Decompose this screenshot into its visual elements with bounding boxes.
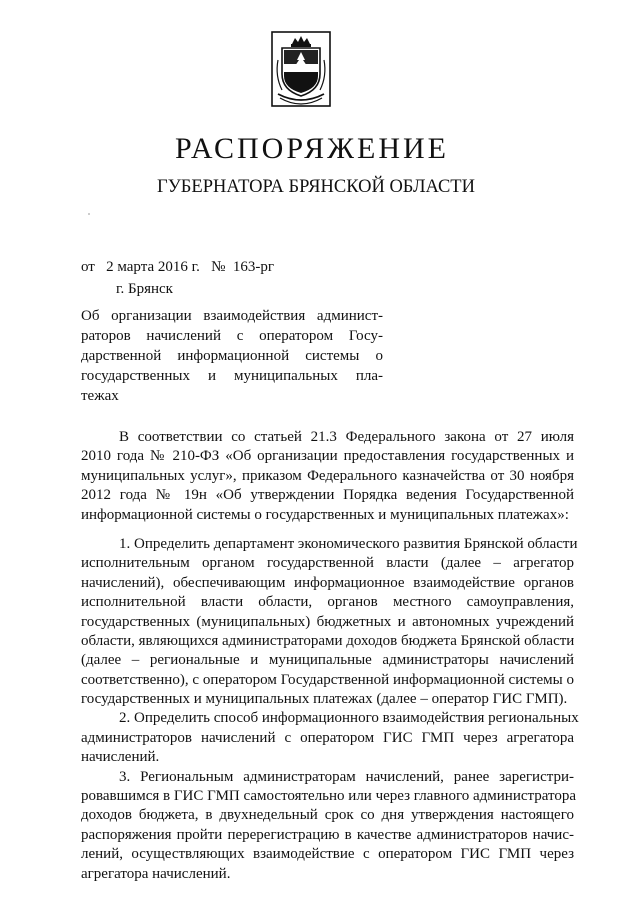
subject-line: тежах [81,388,119,404]
body-line: доходов бюджета, в двухнедельный срок со дня утверждения настоящего [81,807,574,824]
body-line: муниципальных услуг», приказом Федерального казначейства от 30 ноября [81,467,574,484]
body-line: (далее – региональные и муниципальные администраторы начислений [81,652,574,669]
document-city: г. Брянск [116,281,173,297]
paragraph-gap [81,525,574,535]
body-line: исполнительным органом государственной власти (далее – агрегатор [81,555,574,572]
body-line: государственных и муниципальных платежах (далее – оператор ГИС ГМП). [81,691,568,708]
body-line: информационной системы о государственных и муниципальных платежах»: [81,506,569,523]
body-line: 3. Региональным администраторам начислений, ранее зарегистри- [119,768,574,785]
document-subtitle: ГУБЕРНАТОРА БРЯНСКОЙ ОБЛАСТИ [157,177,475,197]
document-subject [81,306,383,406]
body-line: 2012 года № 19н «Об утверждении Порядка ведения Государственной [81,487,574,504]
preamble-paragraph [81,428,574,525]
body-line: агрегатора начислений. [81,865,231,882]
document-date-number: от 2 марта 2016 г. № 163-рг [81,259,275,275]
body-line: распоряжения пройти перерегистрацию в качестве администраторов начис- [81,826,574,843]
body-line: В соответствии со статьей 21.3 Федерального закона от 27 июля [119,429,574,445]
body-line: области, являющихся администраторами доходов бюджета Брянской области [81,632,575,649]
body-line: государственных (муниципальных) бюджетных и автономных учреждений [81,613,574,630]
document-title: РАСПОРЯЖЕНИЕ [174,132,450,165]
clause-1-paragraph [81,535,578,710]
document-body [81,428,579,884]
coat-of-arms-emblem [270,30,332,108]
body-line: ровавшимся в ГИС ГМП самостоятельно или через главного администратора [81,788,577,805]
body-line: исполнительной власти области, органов местного самоуправления, [81,594,574,611]
body-line: администраторов начислений с оператором ГИС ГМП через агрегатора [81,729,574,746]
scan-speck [88,213,90,215]
clause-3-paragraph [81,768,577,884]
subject-line: Об организации взаимодействия админист- [81,308,383,324]
body-line: лений, осуществляющих взаимодействие с оператором ГИС ГМП через [81,846,574,863]
body-line: 2. Определить способ информационного взаимодействия региональных [119,710,579,727]
body-line: соответственно), с оператором Государственной информационной системы о [81,671,574,688]
subject-line: государственных и муниципальных пла- [81,368,383,384]
body-line: начислений. [81,749,160,766]
body-line: начислений), обеспечивающим информационное взаимодействие органов [81,574,574,591]
body-line: 2010 года № 210-ФЗ «Об организации предоставления государственных и [81,448,574,465]
clause-2-paragraph [81,709,579,767]
subject-line: раторов начислений с оператором Госу- [81,328,383,344]
body-line: 1. Определить департамент экономического развития Брянской области [119,535,578,552]
subject-line: дарственной информационной системы о [81,348,383,364]
